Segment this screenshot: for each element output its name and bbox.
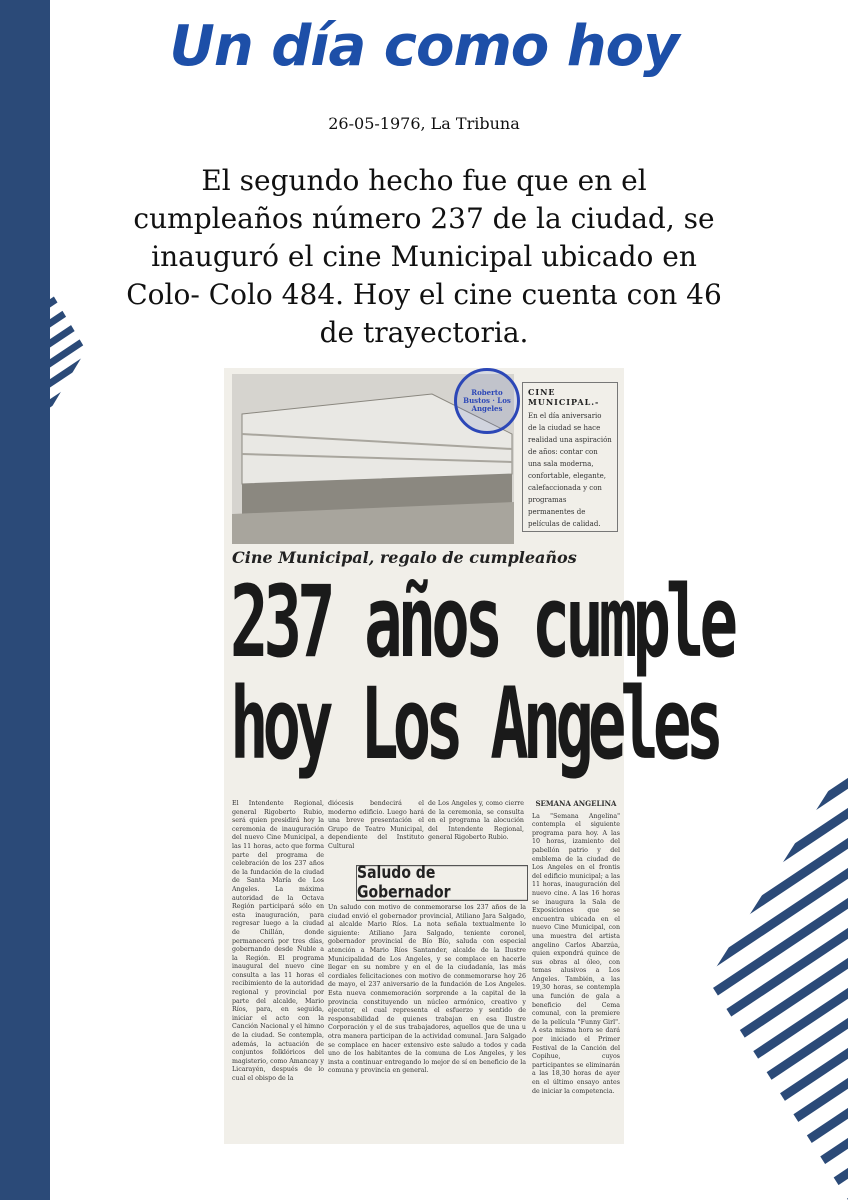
left-accent-bar [0,0,50,1200]
semana-angelina-column [532,800,620,1140]
decorative-stripes-left [50,290,86,410]
saludo-gobernador-text: Un saludo con motivo de conmemorarse los 237 años de la ciudad envió el gobernador provincial, Atiliano Jara Salgado, al alcalde Mario Ríos. La nota señala textualmente lo siguiente: Atiliano Jara Salgado, teniente coronel, gobernador provincial de Bío Bío, saluda con especial atención a Mario Ríos Santander, alcalde de la Ilustre Municipalidad de Los Angeles, y se complace en hacerle llegar en su nombre y en el de la ciudadanía, las más cordiales felicitaciones con motivo de conmemorarse hoy 26 de mayo, el 237 aniversario de la fundación de Los Angeles. Esta nueva conmemoración sorprende a la capital de la provincia constituyendo un núcleo armónico, creativo y ejecutor, el cual representa el esfuerzo y sentido de responsabilidad de quienes trabajan en esa Ilustre Corporación y el de sus trabajadores, aquellos que de una u otra manera participan de la actividad comunal. Jara Salgado se complace en hacer extensivo este saludo a todos y cada uno de los habitantes de la comuna de Los Angeles, y les insta a continuar entregando lo mejor de sí en beneficio de la comuna y provincia en general. [328,904,526,1075]
article-headline-line-1: 237 años cumple [230,566,733,681]
page-title: Un día como hoy [169,14,679,79]
decorative-stripes-right [708,760,848,1200]
caption-title: CINE MUNICIPAL.- [528,387,600,407]
archive-stamp: Roberto Bustos · Los Angeles [454,368,520,434]
caption-text: En el día aniversario de la ciudad se hace realidad una aspiración de años: contar con una sala moderna, confortable, elegante, calefaccionada y con programas permanentes de películas de calidad. [528,412,612,528]
article-column-3: de Los Angeles y, como cierre de la ceremonia, se consulta en el programa la alocución del Intendente Regional, general Rigoberto Rubio. [428,800,524,842]
semana-angelina-text: La "Semana Angelina" contempla el siguiente programa para hoy. A las 10 horas, izamiento del pabellón patrio y del emblema de la ciudad de Los Angeles en el frontis del edificio municipal; a las 11 horas, inauguración del nuevo cine. A las 16 horas se inaugura la Sala de Exposiciones que se encuentra ubicada en el nuevo Cine Municipal, con una muestra del artista angelino Carlos Abarzúa, quien expondrá quince de sus obras al óleo, con temas alusivos a Los Angeles. También, a las 19,30 horas, se contempla una función de gala a beneficio del Cema comunal, con la premiere de la película "Funny Girl". A esta misma hora se dará por iniciado el Primer Festival de la Canción del Copihue, cuyos participantes se eliminarán a las 18,30 horas de ayer en el último ensayo antes de iniciar la competencia. [532,812,620,1095]
article-headline-line-2: hoy Los Angeles [230,668,718,783]
date-source-line: 26-05-1976, La Tribuna [328,114,520,133]
semana-angelina-title: SEMANA ANGELINA [535,799,617,808]
article-column-2: diócesis bendecirá el moderno edificio. Luego hará una breve presentación el Grupo de Teatro Municipal, dependiente del Instituto Cultural [328,800,424,850]
article-kicker: Cine Municipal, regalo de cumpleaños [232,548,577,567]
headline-text: El segundo hecho fue que en el cumpleaños número 237 de la ciudad, se inauguró el cine Municipal ubicado en Colo- Colo 484. Hoy el cine cuenta con 46 de trayectoria. [126,164,722,349]
newspaper-clipping [224,368,733,1144]
article-column-1: El Intendente Regional, general Rigoberto Rubio, será quien presidirá hoy la ceremonia de inauguración del nuevo Cine Municipal, a las 11 horas, acto que forma parte del programa de celebración de los 237 años de la fundación de la ciudad de Santa María de Los Angeles. La máxima autoridad de la Octava Región participará sólo en esta inauguración, para regresar luego a la ciudad de Chillán, donde permanecerá por tres días, gobernando desde Ñuble a la Región. El programa inaugural del nuevo cine consulta a las 11 horas el recibimiento de la autoridad regional y provincial por parte del alcalde, Mario Ríos, para, en seguida, iniciar el acto con la Canción Nacional y el himno de la ciudad. Se contempla, además, la actuación de conjuntos folklóricos del magisterio, como Amancay y Licarayén, después de lo cual el obispo de la [232,800,324,1082]
saludo-gobernador-heading: Saludo de Gobernador [356,865,528,901]
article-columns [232,800,620,1140]
cine-municipal-caption-box [522,382,618,532]
